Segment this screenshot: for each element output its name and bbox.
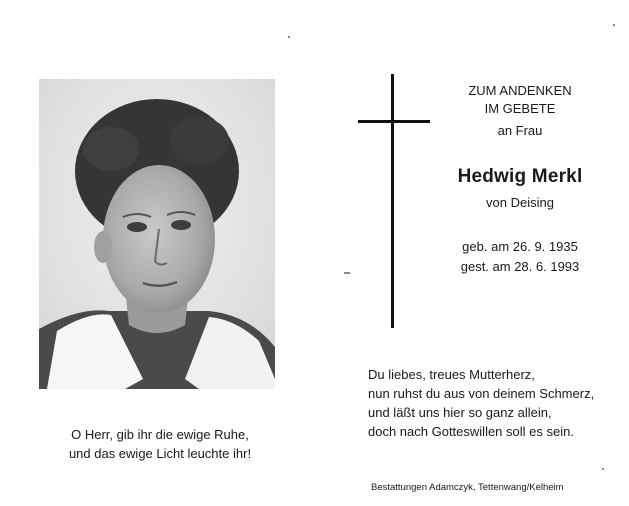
cross-icon-bar <box>358 120 430 123</box>
paper-speck <box>288 36 290 38</box>
memorial-heading <box>440 82 600 118</box>
poem-line: Du liebes, treues Mutterherz, <box>368 367 535 382</box>
poem-text <box>368 365 594 441</box>
prayer-text <box>20 425 300 463</box>
portrait-photo <box>39 79 275 389</box>
paper-speck <box>344 272 350 274</box>
poem-line: nun ruhst du aus von deinem Schmerz, <box>368 386 595 401</box>
paper-speck <box>613 24 615 26</box>
cross-icon <box>391 74 394 328</box>
birth-date: geb. am 26. 9. 1935 <box>462 239 578 254</box>
heading-line: IM GEBETE <box>484 101 556 116</box>
life-dates <box>440 237 600 277</box>
paper-speck <box>602 468 604 470</box>
prayer-line: O Herr, gib ihr die ewige Ruhe, <box>71 427 249 442</box>
deceased-origin: von Deising <box>486 195 554 210</box>
poem-line: und läßt uns hier so ganz allein, <box>368 405 552 420</box>
poem-line: doch nach Gotteswillen soll es sein. <box>368 424 574 439</box>
deceased-name: Hedwig Merkl <box>457 166 583 187</box>
funeral-home: Bestattungen Adamczyk, Tettenwang/Kelheim <box>371 482 564 493</box>
prayer-line: und das ewige Licht leuchte ihr! <box>68 446 252 461</box>
heading-line: ZUM ANDENKEN <box>468 83 572 98</box>
salutation: an Frau <box>497 123 543 138</box>
death-date: gest. am 28. 6. 1993 <box>460 259 580 274</box>
